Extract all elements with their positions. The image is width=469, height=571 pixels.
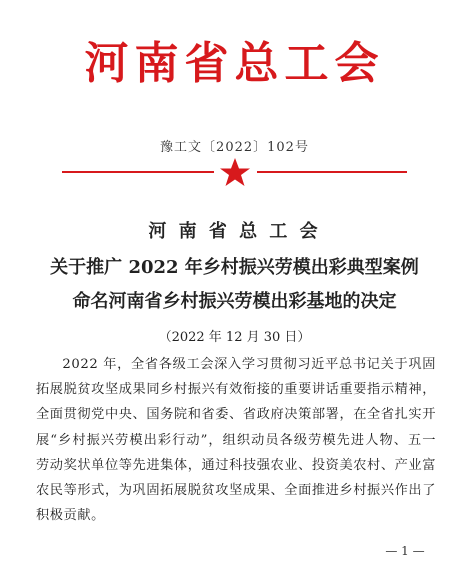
document-title-issuer: 河 南 省 总 工 会	[148, 221, 321, 242]
red-divider-left	[62, 171, 214, 173]
document-title-line-1: 关于推广 2022 年乡村振兴劳模出彩典型案例	[50, 257, 419, 278]
body-paragraph: 2022 年，全省各级工会深入学习贯彻习近平总书记关于巩固拓展脱贫攻坚成果同乡村振兴有效衔接的重要讲话重要指示精神，全面贯彻党中央、国务院和省委、省政府决策部署，在全省扎实开展“乡村振兴劳模出彩行动”，组织动员各级劳模先进人物、五一劳动奖状单位等先进集体，通过科技强农业、投资美农村、产业富农民等形式，为巩固拓展脱贫攻坚成果、全面推进乡村振兴作出了积极贡献。	[36, 357, 436, 524]
document-number: 豫工文〔2022〕102号	[160, 140, 309, 155]
page-number: — 1 —	[385, 544, 425, 558]
document-title-line-2: 命名河南省乡村振兴劳模出彩基地的决定	[72, 291, 397, 312]
star-icon	[218, 157, 252, 187]
masthead-title: 河南省总工会	[84, 38, 385, 89]
document-date: （2022 年 12 月 30 日）	[158, 330, 311, 345]
red-divider-right	[257, 171, 407, 173]
